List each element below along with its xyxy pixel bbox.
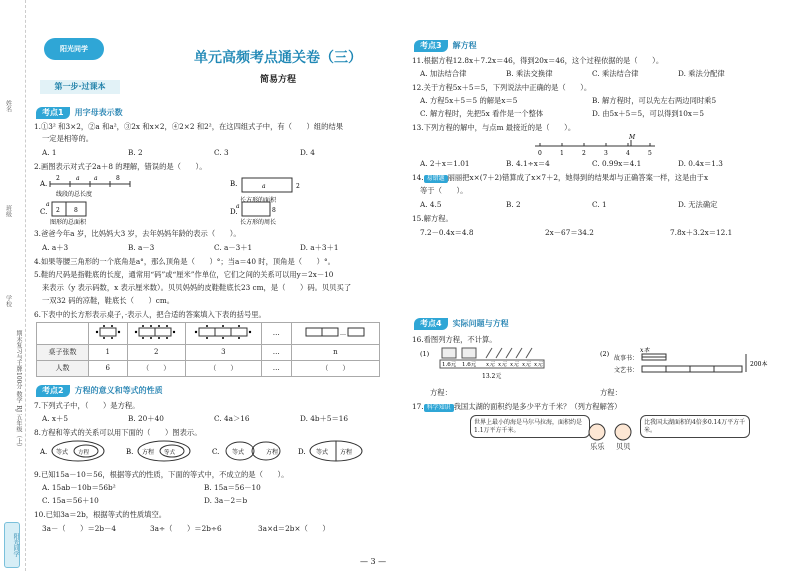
school-label: 学校	[4, 295, 12, 307]
q6-fig-n	[291, 323, 379, 345]
q2-a-v3: a	[94, 175, 98, 182]
q13-tick-5: 5	[648, 150, 652, 157]
q2-b-label: B.	[230, 180, 238, 188]
q7-option-b: B. 20＋40	[128, 414, 164, 423]
q3-option-d: D. a＋3＋1	[300, 243, 339, 252]
q12-stem: 12.关于方程5x＋5＝5，下列说法中正确的是（ ）。	[412, 83, 592, 92]
q2-d-caption: 长方形的周长	[240, 219, 277, 226]
lele-avatar	[589, 424, 605, 440]
section-2-header	[36, 385, 163, 397]
q9-option-d: D. 3a－2＝b	[204, 496, 248, 505]
q9-stem: 9.已知15a－10＝56，根据等式的性质，下面的等式中，不成立的是（ ）。	[34, 470, 289, 479]
q4-stem: 4.如果等腰三角形的一个底角是a°，那么顶角是（ ）°；当a＝40 时，顶角是（ ）°。	[34, 257, 335, 266]
q13-option-a: A. 2＋x＝1.01	[420, 159, 470, 168]
q5-line1: 5.鞋的尺码是指鞋底的长度，通常用“码”或“厘米”作单位，它们之间的关系可以用y＝2x－10	[34, 270, 334, 279]
q9-option-c: C. 15a＝56＋10	[42, 496, 99, 505]
q2-a-caption: 线段的总长度	[56, 191, 93, 198]
section-4-header	[414, 318, 509, 330]
class-label: 班级	[4, 205, 12, 217]
q13-tick-1: 1	[560, 150, 564, 157]
q16-1-total: 13.2元	[482, 373, 502, 380]
q12-option-a: A. 方程5x＋5＝5 的解是x＝5	[420, 96, 518, 105]
q14-text: 丽丽把x×(7＋2)错算成了x×7＋2，她得到的结果却与正确答案一样，这是由于x	[447, 173, 709, 182]
q14-option-c: C. 1	[592, 200, 607, 209]
q11-option-a: A. 加法结合律	[420, 69, 467, 78]
svg-text:2: 2	[56, 207, 60, 214]
q12-option-d: D. 由5x＋5＝5，可以得到10x＝5	[592, 109, 704, 118]
side-logo: 阳光同学	[4, 522, 20, 568]
q10-blank-3: 3a×d＝2b×（ ）	[258, 524, 330, 533]
q5-line3: 一双32 码的凉鞋，鞋底长（ ）cm。	[42, 296, 175, 305]
q6-tables-more: …	[261, 345, 291, 361]
q17-text: 我国太湖的面积约是多少平方千米？（列方程解答）	[453, 402, 622, 411]
q11-option-c: C. 乘法结合律	[592, 69, 639, 78]
q16-2-label: (2)	[600, 350, 610, 358]
q1-option-c: C. 3	[214, 148, 229, 157]
q13-option-b: B. 4.1÷x＝4	[506, 159, 550, 168]
q17-line	[412, 402, 621, 412]
q17-person-1: 乐乐	[590, 442, 605, 451]
section-title: 方程的意义和等式的性质	[74, 386, 163, 395]
q7-option-d: D. 4b＋5＝16	[300, 414, 349, 423]
q1-option-b: B. 2	[128, 148, 143, 157]
q13-option-d: D. 0.4x＝1.3	[678, 159, 723, 168]
section-tag: 考点3	[414, 40, 448, 52]
beibei-avatar	[615, 424, 631, 440]
q6-tables-2: 2	[127, 345, 185, 361]
section-tag: 考点2	[36, 385, 70, 397]
q8-b-inner: 等式	[164, 450, 176, 456]
q17-number: 17.	[412, 402, 424, 411]
q6-people-3: （ ）	[185, 361, 261, 377]
q8-c-right: 方程	[266, 449, 279, 456]
q2-a-v2: a	[76, 175, 80, 182]
q16-stem: 16.看图列方程，不计算。	[412, 335, 497, 344]
q6-people-more: …	[261, 361, 291, 377]
q16-1-px-2: x元	[498, 362, 507, 368]
page-number: — 3 —	[360, 557, 387, 566]
q7-option-a: A. x＋5	[42, 414, 68, 423]
q2-a-label: A.	[40, 180, 48, 188]
q8-b-label: B.	[126, 448, 134, 456]
q14-line2: 等于（ ）。	[420, 186, 468, 195]
q15-eq-3: 7.8x＋3.2x＝12.1	[670, 228, 733, 237]
q6-tables-3: 3	[185, 345, 261, 361]
q16-figure-1	[420, 346, 580, 382]
q6-fig-more: …	[261, 323, 291, 345]
section-3-header	[414, 40, 477, 52]
q14-tag: 易错题	[424, 175, 448, 183]
q11-option-b: B. 乘法交换律	[506, 69, 553, 78]
q13-number-line	[530, 132, 660, 158]
q10-blank-1: 3a－（ ）＝2b－4	[42, 524, 117, 533]
q6-row-tables-label: 桌子张数	[37, 345, 89, 361]
q5-line2: 来表示（y 表示码数，x 表示厘米数）。贝贝妈妈的皮鞋鞋底长23 cm，是（ ）码。贝贝买了	[42, 283, 352, 292]
q2-stem: 2.画图表示对式子2a＋8 的理解，错误的是（ ）。	[34, 162, 207, 171]
section-tag: 考点1	[36, 107, 70, 119]
q6-fig-3	[185, 323, 261, 345]
q10-stem: 10.已知3a＝2b，根据等式的性质填空。	[34, 510, 167, 519]
q13-stem: 13.下列方程的解中，与点m 最接近的是（ ）。	[412, 123, 576, 132]
svg-text:a: a	[236, 203, 240, 210]
svg-text:…: …	[340, 330, 347, 338]
q6-row-people-label: 人数	[37, 361, 89, 377]
q2-diagrams	[40, 172, 370, 226]
q7-stem: 7.下列式子中，（ ）是方程。	[34, 401, 140, 410]
section-tag: 考点4	[414, 318, 448, 330]
q16-1-price-2: 1.6元	[462, 362, 477, 368]
q3-option-c: C. a－3＋1	[214, 243, 253, 252]
series-title: 期末复习与王牌100分 数学 RJ 五年级（上）	[15, 330, 22, 451]
q6-people-1: 6	[89, 361, 128, 377]
q16-1-px-3: x元	[510, 362, 519, 368]
q8-a-outer: 等式	[56, 449, 69, 456]
q3-option-a: A. a＋3	[42, 243, 69, 252]
q17-tag: 科学知识	[424, 404, 454, 412]
q6-fig-1	[89, 323, 128, 345]
q8-a-label: A.	[40, 448, 48, 456]
q8-c-left: 等式	[232, 449, 245, 456]
q12-option-c: C. 解方程时，先把5x 看作是一个整体	[420, 109, 544, 118]
q3-stem: 3.爸爸今年a 岁，比妈妈大3 岁，去年妈妈年龄的表示（ ）。	[34, 229, 241, 238]
brand-logo: 阳光同学	[44, 38, 104, 60]
q16-1-label: (1)	[420, 350, 430, 358]
q14-option-b: B. 2	[506, 200, 521, 209]
q16-2-lit: 文艺书：	[614, 367, 639, 374]
q16-1-equation: 方程：	[430, 388, 452, 397]
q2-c-label: C.	[40, 208, 48, 216]
q13-tick-4: 4	[626, 150, 630, 157]
q2-c-caption: 图形的总面积	[50, 219, 87, 226]
q15-eq-1: 7.2－0.4x＝4.8	[420, 228, 474, 237]
q6-people-n: （ ）	[291, 361, 379, 377]
q15-stem: 15.解方程。	[412, 214, 453, 223]
q1-line2: 一定是相等的。	[42, 134, 94, 143]
q6-people-2: （ ）	[127, 361, 185, 377]
q2-d-label: D.	[230, 208, 238, 216]
q8-a-inner: 方程	[78, 450, 90, 456]
q16-1-px-4: x元	[522, 362, 531, 368]
q8-c-label: C.	[212, 448, 220, 456]
q16-figure-2	[600, 346, 780, 382]
section-title: 用字母表示数	[74, 108, 123, 117]
q16-2-equation: 方程：	[600, 388, 622, 397]
q8-d-label: D.	[298, 448, 306, 456]
q9-option-a: A. 15ab－10b＝56b²	[42, 483, 116, 492]
q17-person-2: 贝贝	[616, 442, 631, 451]
q11-stem: 11.根据方程12.8x＋7.2x＝46，得到20x＝46，这个过程依据的是（ ）。	[412, 56, 664, 65]
q1-option-d: D. 4	[300, 148, 315, 157]
q16-1-item-b	[462, 348, 476, 358]
q14-option-d: D. 无法确定	[678, 200, 718, 209]
q16-2-x: x本	[640, 347, 650, 354]
q8-stem: 8.方程和等式的关系可以用下面的（ ）图表示。	[34, 428, 202, 437]
q2-a-v4: 8	[116, 175, 120, 182]
q16-1-item-a	[442, 348, 456, 358]
q13-tick-3: 3	[604, 150, 608, 157]
q2-b-rect	[242, 178, 292, 192]
q8-diagrams	[40, 440, 380, 464]
step-label: 第一步·过课本	[40, 80, 120, 94]
svg-text:2: 2	[296, 183, 300, 190]
q6-stem: 6.下表中的长方形表示桌子，·表示人，把合适的答案填入下表的括号里。	[34, 310, 266, 319]
section-1-header	[36, 107, 123, 119]
name-label: 姓名	[4, 100, 12, 112]
q13-m-label: M	[629, 134, 636, 141]
q1-line1: 1.①3² 和3×2，②a 和a²，③2x 和x×2，④2×2 和2²，在这四组式子中，有（ ）组的结果	[34, 122, 344, 131]
q6-corner	[37, 323, 89, 345]
q12-option-b: B. 解方程时，可以先左右两边同时乘5	[592, 96, 717, 105]
q16-1-px-1: x元	[486, 362, 495, 368]
q6-tables-n: n	[291, 345, 379, 361]
svg-text:8: 8	[272, 207, 276, 214]
q1-option-a: A. 1	[42, 148, 57, 157]
q16-1-price-1: 1.6元	[442, 362, 457, 368]
q14-line1	[412, 173, 708, 183]
page-title: 单元高频考点通关卷（三）	[194, 50, 362, 66]
q6-fig-2	[127, 323, 185, 345]
q2-b-caption: 长方形的面积	[240, 197, 277, 204]
q13-tick-2: 2	[582, 150, 586, 157]
q3-option-b: B. a－3	[128, 243, 155, 252]
svg-text:a: a	[262, 183, 266, 190]
q16-1-px-5: x元	[534, 362, 543, 368]
q13-tick-0: 0	[538, 150, 542, 157]
q6-tables-1: 1	[89, 345, 128, 361]
q6-table	[36, 322, 380, 377]
q11-option-d: D. 乘法分配律	[678, 69, 725, 78]
section-title: 解方程	[452, 41, 477, 50]
q8-d-left: 等式	[316, 449, 329, 456]
q16-2-story: 故事书：	[614, 355, 639, 362]
q14-option-a: A. 4.5	[420, 200, 442, 209]
page-subtitle: 简易方程	[259, 75, 296, 85]
q8-b-outer: 方程	[142, 449, 155, 456]
q15-eq-2: 2x－67＝34.2	[545, 228, 594, 237]
section-title: 实际问题与方程	[452, 319, 509, 328]
q10-blank-2: 3a÷（ ）＝2b÷6	[150, 524, 222, 533]
q7-option-c: C. 4a＞16	[214, 414, 250, 423]
q14-number: 14.	[412, 173, 424, 182]
svg-text:a: a	[46, 201, 50, 208]
q17-bubble-1: 世界上最小的海是马尔马拉海，面积约是1.1万平方千米。	[470, 415, 590, 438]
q13-option-c: C. 0.99x＝4.1	[592, 159, 642, 168]
q8-d-right: 方程	[340, 449, 353, 456]
svg-text:8: 8	[74, 207, 78, 214]
q17-bubble-2: 比我国太湖面积的4倍多0.14万平方千米。	[640, 415, 750, 438]
q2-a-v1: 2	[56, 175, 60, 182]
q2-d-rect	[242, 202, 270, 216]
q16-2-total: 200本	[750, 361, 768, 368]
q9-option-b: B. 15a＝56－10	[204, 483, 261, 492]
